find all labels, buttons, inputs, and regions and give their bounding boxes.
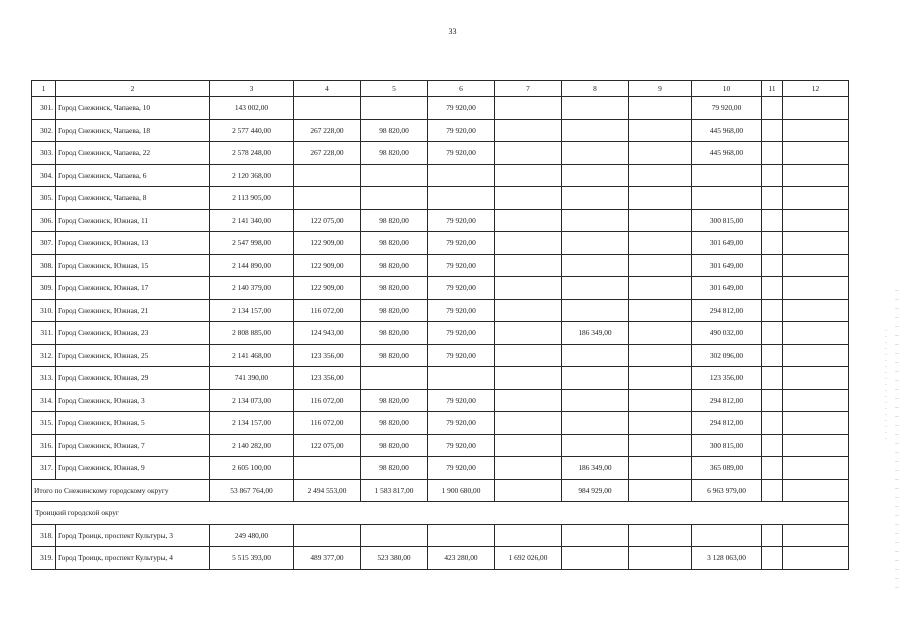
header-cell: 12 xyxy=(783,81,849,97)
value-cell xyxy=(783,187,849,210)
header-cell: 6 xyxy=(428,81,495,97)
value-cell: 124 943,00 xyxy=(294,322,361,345)
address-cell: Город Снежинск, Чапаева, 6 xyxy=(56,164,210,187)
value-cell xyxy=(361,524,428,547)
value-cell: 2 808 885,00 xyxy=(210,322,294,345)
value-cell: 2 134 157,00 xyxy=(210,299,294,322)
value-cell xyxy=(762,367,783,390)
data-table xyxy=(31,80,849,570)
value-cell xyxy=(495,412,562,435)
value-cell: 301 649,00 xyxy=(692,254,762,277)
value-cell xyxy=(361,367,428,390)
table-row xyxy=(32,457,849,480)
value-cell xyxy=(762,434,783,457)
header-cell: 10 xyxy=(692,81,762,97)
value-cell: 79 920,00 xyxy=(692,97,762,120)
value-cell xyxy=(629,367,692,390)
table-row xyxy=(32,254,849,277)
row-number: 319. xyxy=(32,547,56,570)
value-cell xyxy=(762,232,783,255)
value-cell xyxy=(562,254,629,277)
value-cell xyxy=(495,277,562,300)
value-cell: 445 968,00 xyxy=(692,142,762,165)
total-value-cell: 1 900 680,00 xyxy=(428,479,495,502)
value-cell xyxy=(361,164,428,187)
value-cell xyxy=(692,187,762,210)
group-title: Троицкий городской округ xyxy=(32,502,849,525)
value-cell: 98 820,00 xyxy=(361,322,428,345)
value-cell: 79 920,00 xyxy=(428,209,495,232)
value-cell: 79 920,00 xyxy=(428,389,495,412)
total-value-cell: 984 929,00 xyxy=(562,479,629,502)
value-cell: 2 141 340,00 xyxy=(210,209,294,232)
group-row xyxy=(32,502,849,525)
value-cell xyxy=(562,97,629,120)
table-row xyxy=(32,187,849,210)
value-cell xyxy=(783,547,849,570)
value-cell: 116 072,00 xyxy=(294,412,361,435)
value-cell: 98 820,00 xyxy=(361,254,428,277)
value-cell xyxy=(783,344,849,367)
value-cell: 98 820,00 xyxy=(361,299,428,322)
value-cell xyxy=(762,457,783,480)
value-cell: 98 820,00 xyxy=(361,209,428,232)
value-cell: 122 075,00 xyxy=(294,434,361,457)
value-cell: 2 144 890,00 xyxy=(210,254,294,277)
value-cell xyxy=(762,524,783,547)
value-cell: 2 140 379,00 xyxy=(210,277,294,300)
value-cell: 122 909,00 xyxy=(294,254,361,277)
row-number: 302. xyxy=(32,119,56,142)
value-cell xyxy=(428,187,495,210)
address-cell: Город Снежинск, Южная, 7 xyxy=(56,434,210,457)
address-cell: Город Троицк, проспект Культуры, 3 xyxy=(56,524,210,547)
value-cell: 98 820,00 xyxy=(361,434,428,457)
header-cell: 4 xyxy=(294,81,361,97)
table-body xyxy=(32,97,849,570)
value-cell: 122 909,00 xyxy=(294,277,361,300)
value-cell xyxy=(783,232,849,255)
value-cell: 123 356,00 xyxy=(294,367,361,390)
total-value-cell xyxy=(783,479,849,502)
value-cell: 143 002,00 xyxy=(210,97,294,120)
value-cell xyxy=(495,254,562,277)
table-row xyxy=(32,547,849,570)
value-cell xyxy=(783,142,849,165)
table-row xyxy=(32,119,849,142)
value-cell xyxy=(629,389,692,412)
table-row xyxy=(32,164,849,187)
value-cell xyxy=(361,97,428,120)
value-cell xyxy=(562,344,629,367)
value-cell xyxy=(562,547,629,570)
value-cell xyxy=(762,412,783,435)
value-cell xyxy=(629,412,692,435)
value-cell: 186 349,00 xyxy=(562,457,629,480)
value-cell xyxy=(692,164,762,187)
total-row xyxy=(32,479,849,502)
value-cell xyxy=(495,524,562,547)
value-cell: 123 356,00 xyxy=(692,367,762,390)
value-cell: 2 578 248,00 xyxy=(210,142,294,165)
value-cell: 2 120 368,00 xyxy=(210,164,294,187)
table-row xyxy=(32,412,849,435)
value-cell: 2 547 998,00 xyxy=(210,232,294,255)
header-cell: 7 xyxy=(495,81,562,97)
address-cell: Город Снежинск, Чапаева, 18 xyxy=(56,119,210,142)
value-cell: 79 920,00 xyxy=(428,97,495,120)
address-cell: Город Снежинск, Южная, 23 xyxy=(56,322,210,345)
address-cell: Город Снежинск, Чапаева, 10 xyxy=(56,97,210,120)
value-cell xyxy=(783,412,849,435)
value-cell: 249 480,00 xyxy=(210,524,294,547)
value-cell: 122 909,00 xyxy=(294,232,361,255)
value-cell: 294 812,00 xyxy=(692,412,762,435)
value-cell: 523 380,00 xyxy=(361,547,428,570)
value-cell: 301 649,00 xyxy=(692,277,762,300)
value-cell xyxy=(495,119,562,142)
row-number: 304. xyxy=(32,164,56,187)
value-cell xyxy=(783,457,849,480)
value-cell xyxy=(783,119,849,142)
value-cell xyxy=(783,299,849,322)
value-cell xyxy=(294,457,361,480)
header-row xyxy=(32,81,849,97)
value-cell xyxy=(495,322,562,345)
total-value-cell: 53 867 764,00 xyxy=(210,479,294,502)
header-cell: 5 xyxy=(361,81,428,97)
value-cell: 79 920,00 xyxy=(428,434,495,457)
address-cell: Город Снежинск, Южная, 9 xyxy=(56,457,210,480)
total-value-cell xyxy=(495,479,562,502)
value-cell xyxy=(294,164,361,187)
value-cell: 2 605 100,00 xyxy=(210,457,294,480)
value-cell: 2 113 905,00 xyxy=(210,187,294,210)
value-cell: 79 920,00 xyxy=(428,232,495,255)
address-cell: Город Снежинск, Чапаева, 8 xyxy=(56,187,210,210)
value-cell xyxy=(762,119,783,142)
value-cell: 98 820,00 xyxy=(361,412,428,435)
value-cell: 98 820,00 xyxy=(361,457,428,480)
row-number: 315. xyxy=(32,412,56,435)
value-cell: 2 134 157,00 xyxy=(210,412,294,435)
address-cell: Город Снежинск, Южная, 29 xyxy=(56,367,210,390)
value-cell xyxy=(762,299,783,322)
value-cell: 79 920,00 xyxy=(428,299,495,322)
value-cell xyxy=(762,277,783,300)
value-cell xyxy=(762,97,783,120)
value-cell xyxy=(428,367,495,390)
value-cell xyxy=(495,164,562,187)
value-cell: 1 692 026,00 xyxy=(495,547,562,570)
value-cell xyxy=(692,524,762,547)
value-cell xyxy=(762,254,783,277)
value-cell: 2 141 468,00 xyxy=(210,344,294,367)
address-cell: Город Снежинск, Южная, 11 xyxy=(56,209,210,232)
value-cell xyxy=(562,119,629,142)
value-cell: 445 968,00 xyxy=(692,119,762,142)
value-cell xyxy=(783,367,849,390)
value-cell: 79 920,00 xyxy=(428,457,495,480)
table-row xyxy=(32,209,849,232)
value-cell xyxy=(629,209,692,232)
value-cell xyxy=(495,232,562,255)
table-row xyxy=(32,389,849,412)
value-cell xyxy=(629,119,692,142)
table-row xyxy=(32,344,849,367)
header-cell: 3 xyxy=(210,81,294,97)
value-cell: 3 128 063,00 xyxy=(692,547,762,570)
table-row xyxy=(32,322,849,345)
value-cell: 79 920,00 xyxy=(428,119,495,142)
value-cell: 2 577 440,00 xyxy=(210,119,294,142)
value-cell xyxy=(495,97,562,120)
value-cell: 79 920,00 xyxy=(428,277,495,300)
value-cell xyxy=(783,277,849,300)
value-cell xyxy=(629,164,692,187)
value-cell: 741 390,00 xyxy=(210,367,294,390)
value-cell: 300 815,00 xyxy=(692,434,762,457)
value-cell xyxy=(629,434,692,457)
value-cell xyxy=(783,209,849,232)
value-cell xyxy=(294,524,361,547)
header-cell: 8 xyxy=(562,81,629,97)
value-cell xyxy=(629,187,692,210)
value-cell: 301 649,00 xyxy=(692,232,762,255)
value-cell xyxy=(294,97,361,120)
value-cell xyxy=(783,322,849,345)
table-row xyxy=(32,232,849,255)
table-row xyxy=(32,97,849,120)
value-cell: 98 820,00 xyxy=(361,142,428,165)
value-cell: 2 134 073,00 xyxy=(210,389,294,412)
value-cell xyxy=(762,187,783,210)
value-cell: 122 075,00 xyxy=(294,209,361,232)
value-cell xyxy=(562,434,629,457)
value-cell xyxy=(629,254,692,277)
address-cell: Город Снежинск, Чапаева, 22 xyxy=(56,142,210,165)
address-cell: Город Снежинск, Южная, 25 xyxy=(56,344,210,367)
value-cell xyxy=(495,389,562,412)
scan-artifact xyxy=(895,290,899,590)
value-cell xyxy=(562,389,629,412)
value-cell xyxy=(762,344,783,367)
value-cell xyxy=(361,187,428,210)
table-row xyxy=(32,434,849,457)
row-number: 316. xyxy=(32,434,56,457)
address-cell: Город Снежинск, Южная, 5 xyxy=(56,412,210,435)
address-cell: Город Снежинск, Южная, 13 xyxy=(56,232,210,255)
row-number: 313. xyxy=(32,367,56,390)
value-cell: 79 920,00 xyxy=(428,322,495,345)
value-cell xyxy=(495,142,562,165)
value-cell: 267 228,00 xyxy=(294,142,361,165)
value-cell xyxy=(629,457,692,480)
value-cell xyxy=(629,344,692,367)
table-row xyxy=(32,367,849,390)
value-cell: 300 815,00 xyxy=(692,209,762,232)
value-cell xyxy=(783,254,849,277)
value-cell xyxy=(629,524,692,547)
value-cell: 98 820,00 xyxy=(361,232,428,255)
value-cell: 79 920,00 xyxy=(428,142,495,165)
value-cell: 186 349,00 xyxy=(562,322,629,345)
table-row xyxy=(32,142,849,165)
row-number: 314. xyxy=(32,389,56,412)
value-cell xyxy=(562,277,629,300)
row-number: 307. xyxy=(32,232,56,255)
value-cell: 365 089,00 xyxy=(692,457,762,480)
value-cell xyxy=(495,209,562,232)
header-cell: 2 xyxy=(56,81,210,97)
row-number: 312. xyxy=(32,344,56,367)
row-number: 310. xyxy=(32,299,56,322)
total-value-cell: 1 583 817,00 xyxy=(361,479,428,502)
value-cell: 116 072,00 xyxy=(294,389,361,412)
value-cell xyxy=(783,97,849,120)
table-row xyxy=(32,524,849,547)
value-cell: 98 820,00 xyxy=(361,119,428,142)
value-cell: 79 920,00 xyxy=(428,412,495,435)
row-number: 309. xyxy=(32,277,56,300)
value-cell xyxy=(562,187,629,210)
value-cell: 423 280,00 xyxy=(428,547,495,570)
value-cell xyxy=(562,367,629,390)
table-row xyxy=(32,277,849,300)
value-cell: 490 032,00 xyxy=(692,322,762,345)
address-cell: Город Снежинск, Южная, 3 xyxy=(56,389,210,412)
value-cell xyxy=(495,367,562,390)
value-cell xyxy=(562,142,629,165)
total-label: Итого по Снежинскому городскому округу xyxy=(32,479,210,502)
value-cell: 302 096,00 xyxy=(692,344,762,367)
value-cell xyxy=(762,322,783,345)
value-cell xyxy=(495,187,562,210)
address-cell: Город Троицк, проспект Культуры, 4 xyxy=(56,547,210,570)
value-cell xyxy=(562,412,629,435)
value-cell xyxy=(562,299,629,322)
value-cell: 267 228,00 xyxy=(294,119,361,142)
row-number: 301. xyxy=(32,97,56,120)
total-value-cell: 2 494 553,00 xyxy=(294,479,361,502)
total-value-cell: 6 963 979,00 xyxy=(692,479,762,502)
total-value-cell xyxy=(629,479,692,502)
value-cell: 79 920,00 xyxy=(428,254,495,277)
value-cell xyxy=(762,164,783,187)
address-cell: Город Снежинск, Южная, 17 xyxy=(56,277,210,300)
value-cell: 294 812,00 xyxy=(692,389,762,412)
value-cell: 5 515 393,00 xyxy=(210,547,294,570)
header-cell: 11 xyxy=(762,81,783,97)
value-cell xyxy=(629,277,692,300)
value-cell xyxy=(562,164,629,187)
value-cell xyxy=(562,232,629,255)
value-cell xyxy=(783,164,849,187)
address-cell: Город Снежинск, Южная, 15 xyxy=(56,254,210,277)
value-cell xyxy=(629,322,692,345)
value-cell xyxy=(629,232,692,255)
value-cell xyxy=(629,299,692,322)
value-cell xyxy=(629,97,692,120)
value-cell xyxy=(629,142,692,165)
value-cell: 123 356,00 xyxy=(294,344,361,367)
value-cell xyxy=(428,164,495,187)
value-cell: 116 072,00 xyxy=(294,299,361,322)
value-cell xyxy=(495,344,562,367)
value-cell xyxy=(495,299,562,322)
value-cell: 2 140 282,00 xyxy=(210,434,294,457)
scan-artifact xyxy=(885,330,887,440)
value-cell xyxy=(294,187,361,210)
value-cell: 294 812,00 xyxy=(692,299,762,322)
value-cell xyxy=(783,524,849,547)
value-cell xyxy=(428,524,495,547)
row-number: 305. xyxy=(32,187,56,210)
value-cell xyxy=(762,547,783,570)
row-number: 303. xyxy=(32,142,56,165)
row-number: 318. xyxy=(32,524,56,547)
value-cell xyxy=(562,209,629,232)
value-cell xyxy=(762,209,783,232)
value-cell xyxy=(562,524,629,547)
address-cell: Город Снежинск, Южная, 21 xyxy=(56,299,210,322)
value-cell xyxy=(629,547,692,570)
value-cell xyxy=(762,389,783,412)
value-cell xyxy=(495,434,562,457)
value-cell: 98 820,00 xyxy=(361,277,428,300)
row-number: 308. xyxy=(32,254,56,277)
value-cell: 98 820,00 xyxy=(361,389,428,412)
value-cell xyxy=(495,457,562,480)
value-cell xyxy=(783,389,849,412)
header-cell: 1 xyxy=(32,81,56,97)
value-cell: 79 920,00 xyxy=(428,344,495,367)
header-cell: 9 xyxy=(629,81,692,97)
value-cell: 489 377,00 xyxy=(294,547,361,570)
page-number: 33 xyxy=(448,27,457,36)
value-cell xyxy=(783,434,849,457)
row-number: 317. xyxy=(32,457,56,480)
total-value-cell xyxy=(762,479,783,502)
value-cell: 98 820,00 xyxy=(361,344,428,367)
table-row xyxy=(32,299,849,322)
value-cell xyxy=(762,142,783,165)
row-number: 311. xyxy=(32,322,56,345)
row-number: 306. xyxy=(32,209,56,232)
